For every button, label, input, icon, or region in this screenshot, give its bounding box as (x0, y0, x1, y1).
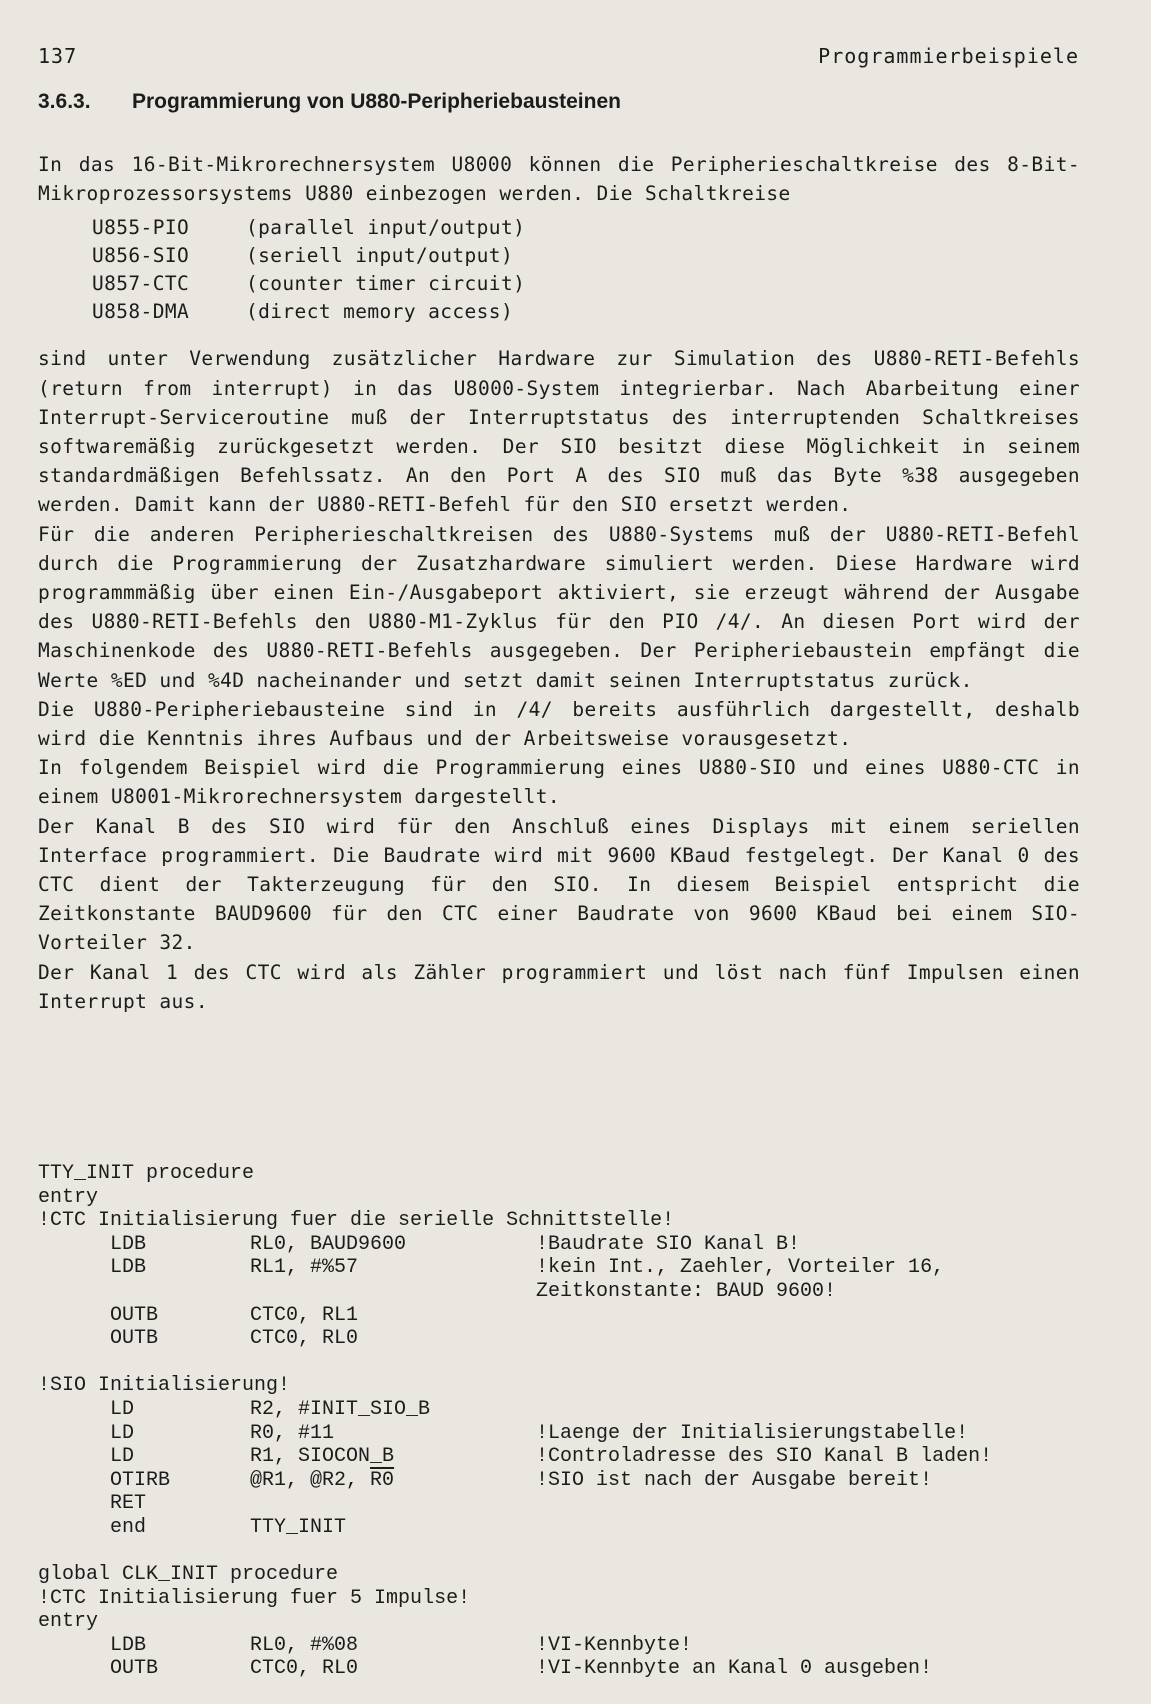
section-title: Programmierung von U880-Peripheriebausteinen (132, 90, 621, 113)
code-line: LD R2, #INIT_SIO_B (110, 1397, 431, 1421)
code-line: OUTB CTC0, RL0 (110, 1327, 359, 1351)
paragraph: Der Kanal 1 des CTC wird als Zähler programmiert und löst nach fünf Impulsen einen Interrupt aus. (38, 960, 1080, 1013)
code-line: OTIRB @R1, @R2, R0 !SIO ist nach der Ausgabe bereit! (110, 1468, 933, 1492)
code-listing (38, 1162, 1098, 1681)
list-item: U856-SIO (seriell input/output) (92, 244, 514, 268)
section-heading (38, 90, 621, 114)
code-line: OUTB CTC0, RL0 !VI-Kennbyte an Kanal 0 ausgeben! (110, 1657, 933, 1681)
paragraph: Die U880-Peripheriebausteine sind in /4/ bereits ausführlich dargestellt, deshalb wird die Kenntnis ihres Aufbaus und der Arbeitsweise vorausgesetzt. (38, 697, 1080, 751)
code-line: LDB RL0, BAUD9600 !Baudrate SIO Kanal B! (110, 1232, 801, 1256)
section-number: 3.6.3. (38, 90, 91, 113)
running-title: Programmierbeispiele (818, 44, 1079, 68)
code-line: LD R0, #11 !Laenge der Initialisierungstabelle! (110, 1421, 969, 1445)
code-line: OUTB CTC0, RL1 (110, 1303, 359, 1327)
code-line: end TTY_INIT (110, 1515, 347, 1539)
list-item: U858-DMA (direct memory access) (92, 300, 514, 324)
code-comment: !CTC Initialisierung fuer 5 Impulse! (38, 1586, 471, 1610)
code-comment: !CTC Initialisierung fuer die serielle Schnittstelle! (38, 1209, 675, 1233)
code-line: TTY_INIT procedure (38, 1162, 255, 1185)
code-line: RET (110, 1492, 147, 1516)
paragraph: Der Kanal B des SIO wird für den Anschluß eines Displays mit einem seriellen Interface programmiert. Die Baudrate wird mit 9600 KBaud festgelegt. Der Kanal 0 des CTC dient der Takterzeugung für den SIO. In diesem Beispiel entspricht die Zeitkonstante BAUD9600 für den CTC einer Baudrate von 9600 KBaud bei einem SIO-Vorteiler 32. (38, 814, 1080, 955)
circuit-list (92, 214, 1080, 326)
code-line: entry (38, 1185, 99, 1209)
code-line: LD R1, SIOCON_B !Controladresse des SIO Kanal B laden! (110, 1445, 993, 1469)
code-line: entry (38, 1610, 99, 1634)
body-text (38, 150, 1080, 1016)
code-line: global CLK_INIT procedure (38, 1563, 339, 1587)
code-line: LDB RL1, #%57 !kein Int., Zaehler, Vorteiler 16, (110, 1256, 945, 1280)
paragraph: Für die anderen Peripherieschaltkreisen des U880-Systems muß der U880-RETI-Befehl durch die Programmierung der Zusatzhardware simuliert werden. Diese Hardware wird programmmäßig über einen Ein-/Ausgabeport aktiviert, sie erzeugt während der Ausgabe des U880-RETI-Befehls den U880-M1-Zyklus für den PIO /4/. An diesen Port wird der Maschinenkode des U880-RETI-Befehls ausgegeben. Der Peripheriebaustein empfängt die Werte %ED und %4D nacheinander und setzt damit seinen Interruptstatus zurück. (38, 522, 1080, 692)
intro-paragraph: In das 16-Bit-Mikrorechnersystem U8000 können die Peripherieschaltkreise des 8-Bit-Mikroprozessorsystems U880 einbezogen werden. Die Schaltkreise (38, 153, 1080, 206)
code-comment: !SIO Initialisierung! (38, 1374, 291, 1398)
list-item: U855-PIO (parallel input/output) (92, 216, 526, 240)
code-line: LDB RL0, #%08 !VI-Kennbyte! (110, 1633, 693, 1657)
list-item: U857-CTC (counter timer circuit) (92, 272, 526, 296)
code-line: Zeitkonstante: BAUD 9600! (536, 1279, 837, 1303)
page-number: 137 (38, 44, 78, 68)
paragraph: sind unter Verwendung zusätzlicher Hardware zur Simulation des U880-RETI-Befehls (return from interrupt) in das U8000-System integrierbar. Nach Abarbeitung einer Interrupt-Serviceroutine muß der Interruptstatus des interruptenden Schaltkreises softwaremäßig zurückgesetzt werden. Der SIO besitzt diese Möglichkeit in seinem standardmäßigen Befehlssatz. An den Port A des SIO muß das Byte %38 ausgegeben werden. Damit kann der U880-RETI-Befehl für den SIO ersetzt werden. (38, 347, 1080, 517)
paragraph: In folgendem Beispiel wird die Programmierung eines U880-SIO und eines U880-CTC in einem U8001-Mikrorechnersystem dargestellt. (38, 756, 1080, 809)
